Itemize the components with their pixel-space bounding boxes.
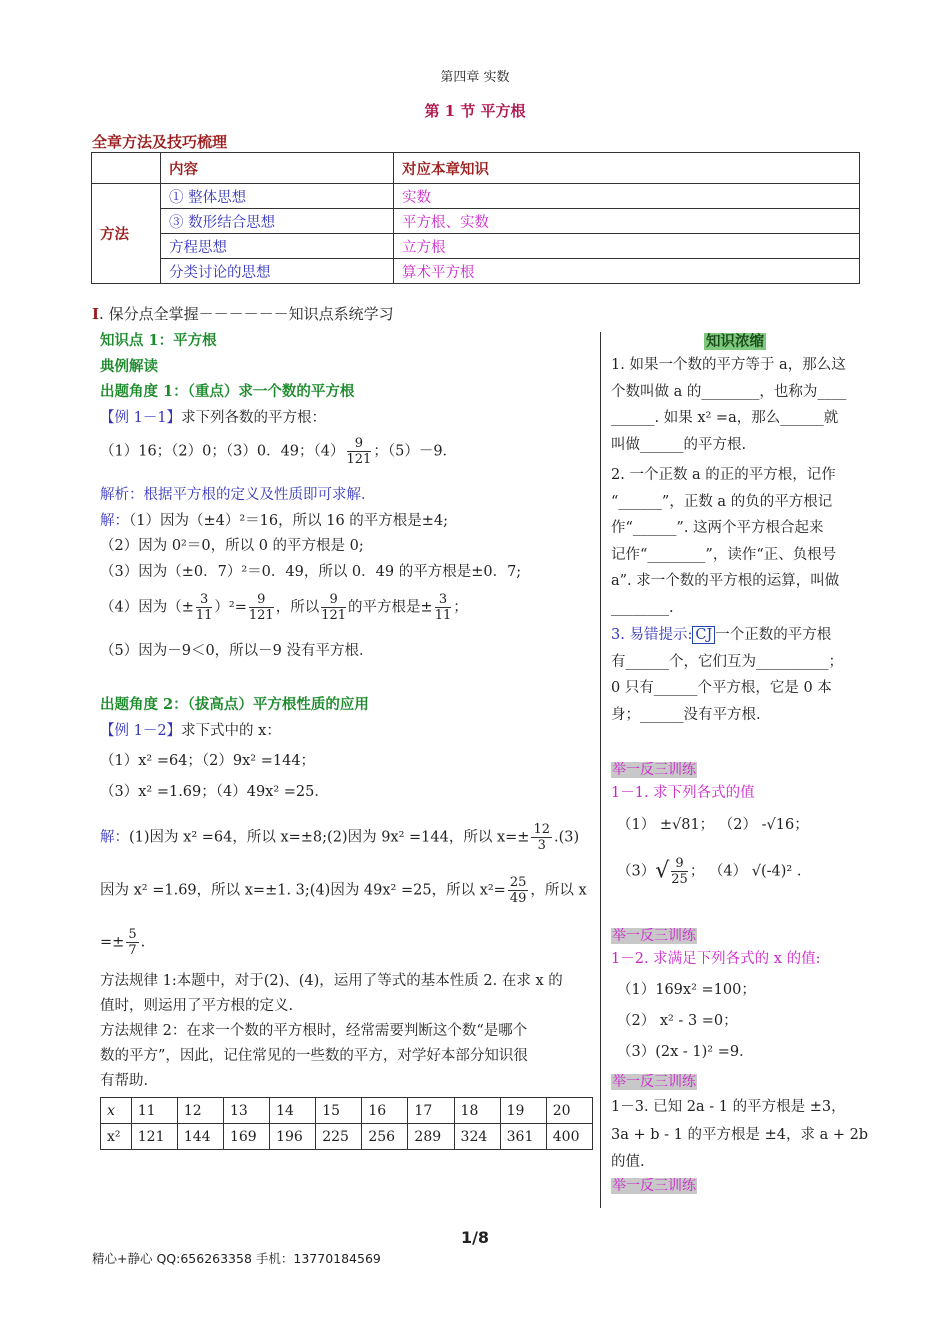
method-rule-1-a: 方法规律 1:本题中，对于(2)、(4)，运用了等式的基本性质 2. 在求 x 的	[100, 973, 563, 989]
page-number: 1/8	[460, 1228, 490, 1247]
method-cell: ① 整体思想	[161, 184, 394, 209]
training-label-text: 举一反三训练	[612, 1178, 696, 1194]
method-rule-2-b: 数的平方”，因此，记住常见的一些数的平方，对学好本部分知识很	[100, 1048, 528, 1064]
solution-1-line-5: （5）因为－9＜0，所以－9 没有平方根．	[100, 643, 374, 659]
knowledge-cell: 实数	[394, 184, 860, 209]
angle-2-heading: 出题角度 2：（拔高点）平方根性质的应用	[100, 696, 369, 713]
method-cell: ③ 数形结合思想	[161, 209, 394, 234]
knowledge-item-2	[611, 462, 863, 621]
angle-1-heading: 出题角度 1：（重点）求一个数的平方根	[100, 383, 355, 400]
numerator: 3	[435, 592, 452, 608]
denominator: 11	[434, 608, 452, 623]
squares-table	[100, 1097, 593, 1150]
exercise-1-1-line-1: （1） ±√81； （2） -√16；	[617, 817, 809, 833]
part-roman: I	[92, 305, 100, 323]
denominator: 3	[537, 838, 546, 853]
squares-cell-x2: 361	[500, 1124, 546, 1150]
example-tag: 【例 1－2】	[100, 723, 182, 739]
solution-2-line-3	[100, 927, 145, 958]
method-summary-table	[91, 152, 860, 284]
numerator: 9	[347, 436, 372, 452]
text: （3）	[617, 863, 656, 880]
text: （4）因为（±	[100, 599, 194, 616]
text: .(3)	[553, 829, 580, 846]
text-line: 叫做______的平方根.	[611, 436, 747, 453]
text: ；	[453, 599, 468, 616]
squares-cell-x: 17	[408, 1098, 454, 1124]
squares-cell-x2: 144	[177, 1124, 223, 1150]
knowledge-cell: 算术平方根	[394, 259, 860, 284]
fraction	[196, 592, 213, 623]
squares-cell-x2: 256	[362, 1124, 408, 1150]
text-line: 身；______没有平方根.	[611, 706, 761, 723]
denominator: 121	[321, 608, 347, 623]
text-line: ________.	[611, 599, 674, 616]
exercise-1-3-line-3: 的值.	[611, 1154, 645, 1170]
squares-cell-x2: 121	[131, 1124, 177, 1150]
row-label-method: 方法	[92, 184, 161, 284]
knowledge-point-title: 知识点 1：平方根	[100, 332, 217, 349]
summary-title: 全章方法及技巧梳理	[92, 133, 228, 151]
column-header-content: 内容	[161, 153, 394, 184]
exercise-1-2-line-1: （1）169x² =100；	[617, 982, 756, 998]
squares-cell-x: 16	[362, 1098, 408, 1124]
solution-1-line-2: （2）因为 0²＝0，所以 0 的平方根是 0;	[100, 538, 364, 554]
solution-text: （1）因为（±4）²＝16，所以 16 的平方根是±4;	[129, 513, 449, 529]
items-text: （1）16；（2）0；（3）0．49；（4）	[100, 443, 345, 460]
training-label-text: 举一反三训练	[612, 1074, 696, 1090]
denominator: 121	[346, 452, 372, 467]
squares-cell-x2: 169	[223, 1124, 269, 1150]
squares-cell-x: 18	[454, 1098, 500, 1124]
column-header-knowledge: 对应本章知识	[394, 153, 860, 184]
exercise-1-2-line-2: （2） x² - 3 =0；	[617, 1013, 738, 1029]
fraction	[508, 875, 529, 906]
solution-1-line-3: （3）因为（±0．7）²＝0．49，所以 0．49 的平方根是±0．7;	[100, 564, 522, 580]
text-line: 1. 如果一个数的平方等于 a，那么这	[611, 357, 846, 373]
denominator: 121	[248, 608, 274, 623]
example-tag: 【例 1－1】	[100, 410, 182, 426]
table-corner	[92, 153, 161, 184]
squares-cell-x2: 400	[546, 1124, 592, 1150]
numerator: 9	[671, 856, 688, 872]
text: ； （4） √(-4)² .	[689, 863, 802, 880]
example-1-2-items-2: （3）x² =1.69；（4）49x² =25．	[100, 784, 329, 800]
row-header-x: x	[101, 1098, 132, 1124]
text: ，所以	[275, 599, 320, 616]
fraction	[435, 592, 452, 623]
fraction	[671, 856, 688, 887]
part-title: . 保分点全掌握－－－－－－知识点系统学习	[99, 305, 394, 323]
method-rule-2-c: 有帮助．	[100, 1073, 158, 1089]
training-label-text: 举一反三训练	[612, 928, 696, 944]
column-divider	[600, 332, 601, 1208]
text-line: 有______个，它们互为__________；	[611, 653, 843, 670]
method-cell: 分类讨论的思想	[161, 259, 394, 284]
numerator: 9	[321, 592, 346, 608]
solution-1-line-4	[100, 592, 468, 623]
text: 因为 x² =1.69，所以 x=±1. 3;(4)因为 49x² =25，所以 x²=	[100, 882, 506, 899]
items-text: ；（5）－9．	[373, 443, 458, 460]
example-text: 求下式中的 x：	[181, 723, 281, 739]
squares-cell-x: 20	[546, 1098, 592, 1124]
training-label	[611, 759, 697, 779]
text: ）²=	[214, 599, 247, 616]
exercise-1-2-title	[611, 948, 820, 970]
exercise-1-3-line-2: 3a + b - 1 的平方根是 ±4，求 a + 2b	[611, 1127, 869, 1143]
training-label	[611, 1175, 697, 1195]
chapter-title: 第四章 实数	[440, 70, 510, 85]
squares-cell-x2: 324	[454, 1124, 500, 1150]
text-line: ______. 如果 x² =a，那么______就	[611, 410, 839, 426]
solution-2-line-2	[100, 875, 587, 906]
knowledge-summary-title: 知识浓缩	[706, 333, 764, 350]
squares-cell-x: 11	[131, 1098, 177, 1124]
denominator: 11	[195, 608, 213, 623]
method-rule-2-a: 方法规律 2：在求一个数的平方根时，经常需要判断这个数“是哪个	[100, 1023, 528, 1039]
row-header-x2: x²	[101, 1124, 132, 1150]
squares-cell-x: 12	[177, 1098, 223, 1124]
text: 的平方根是±	[348, 599, 433, 616]
numerator: 3	[196, 592, 213, 608]
squares-cell-x2: 196	[270, 1124, 316, 1150]
text: .	[140, 934, 146, 951]
example-1-2	[100, 720, 281, 742]
numerator: 5	[128, 927, 137, 942]
squares-cell-x: 14	[270, 1098, 316, 1124]
text-line: 记作“________”，读作“正、负根号	[611, 546, 837, 563]
numerator: 12	[533, 822, 550, 837]
example-1-2-items-1: （1）x² =64；（2）9x² =144；	[100, 753, 316, 769]
knowledge-summary-heading	[600, 330, 870, 351]
denominator: 49	[509, 891, 527, 906]
knowledge-cell: 立方根	[394, 234, 860, 259]
fraction	[347, 436, 372, 467]
exercise-1-3-line-1: 1－3. 已知 2a - 1 的平方根是 ±3，	[611, 1099, 846, 1115]
text: (1)因为 x² =64，所以 x=±8;(2)因为 9x² =144，所以 x=±	[129, 829, 530, 846]
analysis-1: 解析：根据平方根的定义及性质即可求解．	[100, 487, 376, 503]
footer-contact: 精心+静心 QQ:656263358 手机：13770184569	[92, 1251, 381, 1266]
knowledge-cell: 平方根、实数	[394, 209, 860, 234]
solution-tag: 解：	[100, 513, 129, 529]
knowledge-item-1	[611, 352, 863, 458]
solution-1-line-1	[100, 510, 448, 532]
text-line: a”. 求一个数的平方根的运算，叫做	[611, 573, 840, 589]
solution-tag: 解：	[100, 829, 129, 846]
example-text: 求下列各数的平方根：	[181, 410, 327, 426]
denominator: 25	[671, 872, 688, 887]
fraction	[126, 927, 138, 958]
text: =±	[100, 934, 125, 951]
section-title: 第 1 节 平方根	[424, 102, 526, 120]
fraction	[321, 592, 346, 623]
method-cell: 方程思想	[161, 234, 394, 259]
tip-label: 3. 易错提示:	[611, 627, 693, 643]
knowledge-item-3	[611, 622, 863, 728]
squares-cell-x: 15	[316, 1098, 362, 1124]
part-heading	[92, 303, 394, 324]
text-line: 0 只有______个平方根，它是 0 本	[611, 680, 832, 696]
text: 1－2. 求满足下列各式的 x 的值:	[611, 951, 821, 967]
text-line: 个数叫做 a 的________，也称为____	[611, 383, 847, 400]
text: ，所以 x	[530, 882, 587, 899]
solution-2-line-1	[100, 822, 579, 853]
text: 一个正数的平方根	[715, 627, 832, 643]
training-label	[611, 1071, 697, 1091]
text: 1－1. 求下列各式的值	[611, 785, 755, 801]
example-1-1-items	[100, 436, 457, 467]
exercise-1-1-line-2	[617, 856, 801, 887]
text-line: “______”，正数 a 的负的平方根记	[611, 493, 833, 510]
typical-examples-heading: 典例解读	[100, 358, 158, 375]
example-1-1	[100, 407, 326, 429]
squares-cell-x2: 225	[316, 1124, 362, 1150]
sqrt-icon: √	[655, 858, 670, 884]
numerator: 25	[509, 875, 527, 890]
denominator: 7	[128, 943, 137, 958]
fraction	[249, 592, 274, 623]
numerator: 9	[249, 592, 274, 608]
cj-marker: CJ	[692, 626, 715, 644]
training-label-text: 举一反三训练	[612, 762, 696, 778]
fraction	[531, 822, 552, 853]
text-line: 作“______”. 这两个平方根合起来	[611, 520, 824, 536]
exercise-1-1-title	[611, 782, 755, 804]
squares-cell-x: 19	[500, 1098, 546, 1124]
training-label	[611, 925, 697, 945]
text-line: 2. 一个正数 a 的正的平方根，记作	[611, 467, 836, 483]
squares-cell-x: 13	[223, 1098, 269, 1124]
exercise-1-2-line-3: （3）(2x - 1)² =9．	[617, 1044, 754, 1060]
method-rule-1-b: 值时，则运用了平方根的定义.	[100, 998, 294, 1014]
squares-cell-x2: 289	[408, 1124, 454, 1150]
